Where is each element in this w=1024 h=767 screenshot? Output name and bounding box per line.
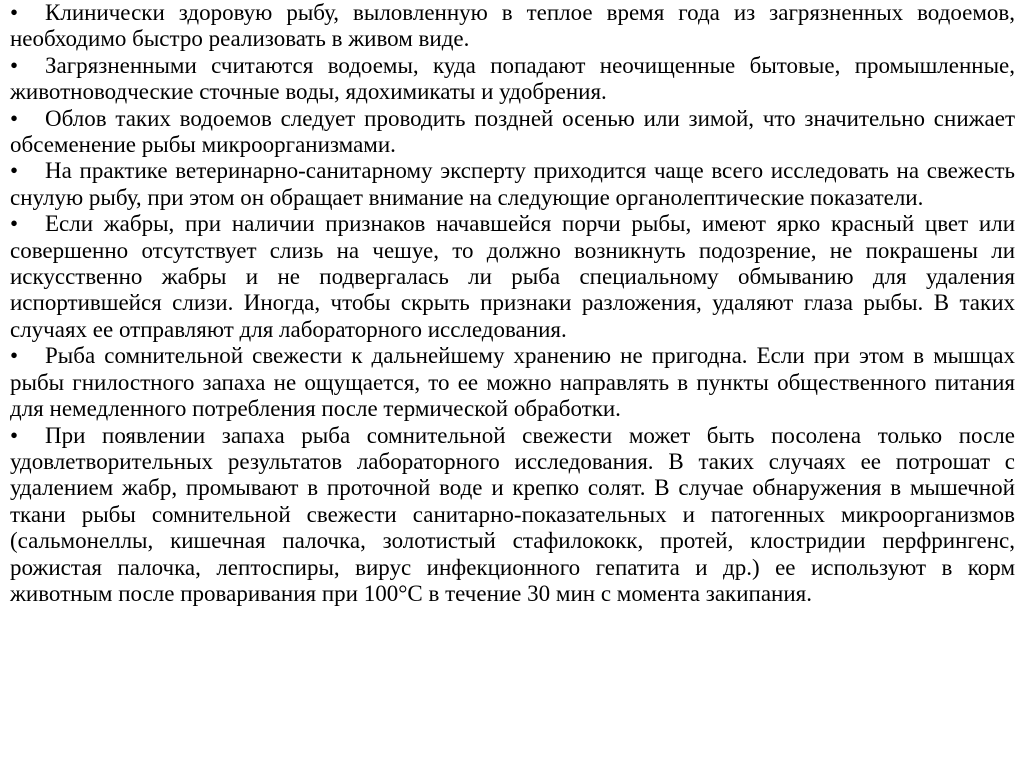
bullet-icon: •: [10, 52, 19, 78]
bullet-text: Рыба сомнительной свежести к дальнейшему хранению не пригодна. Если при этом в мышцах рыбы гнилостного запаха не ощущается, то ее можно направлять в пункты общественного питания для немедленного потребления после термической обработки.: [10, 343, 1015, 422]
bullet-icon: •: [10, 343, 19, 369]
bullet-item-4: [10, 158, 1015, 211]
bullet-text: Загрязненными считаются водоемы, куда попадают неочищенные бытовые, промышленные, животноводческие сточные воды, ядохимикаты и удобрения.: [10, 52, 1015, 105]
bullet-icon: •: [10, 0, 19, 25]
bullet-item-5: [10, 211, 1015, 343]
bullet-item-1: [10, 0, 1015, 53]
bullet-icon: •: [10, 211, 19, 237]
bullet-icon: •: [10, 158, 19, 184]
bullet-item-2: [10, 53, 1015, 106]
bullet-text: При появлении запаха рыба сомнительной свежести может быть посолена только после удовлетворительных результатов лабораторного исследования. В таких случаях ее потрошат с удалением жабр, промывают в проточной воде и крепко солят. В случае обнаружения в мышечной ткани рыбы сомнительной свежести санитарно-показательных и патогенных микроорганизмов (сальмонеллы, кишечная палочка, золотистый стафилококк, протей, клостридии перфрингенс, рожистая палочка, лептоспиры, вирус инфекционного гепатита и др.) ее используют в корм животным после проваривания при 100°C в течение 30 мин с момента закипания.: [10, 422, 1015, 606]
bullet-text: Облов таких водоемов следует проводить поздней осенью или зимой, что значительно снижает обсеменение рыбы микроорганизмами.: [10, 105, 1015, 158]
bullet-icon: •: [10, 422, 19, 448]
bullet-text: Если жабры, при наличии признаков начавшейся порчи рыбы, имеют ярко красный цвет или совершенно отсутствует слизь на чешуе, то должно возникнуть подозрение, не покрашены ли искусственно жабры и не подвергалась ли рыба специальному обмыванию для удаления испортившейся слизи. Иногда, чтобы скрыть признаки разложения, удаляют глаза рыбы. В таких случаях ее отправляют для лабораторного исследования.: [10, 211, 1015, 342]
bullet-item-6: [10, 343, 1015, 422]
bullet-text: На практике ветеринарно-санитарному эксперту приходится чаще всего исследовать на свежесть снулую рыбу, при этом он обращает внимание на следующие органолептические показатели.: [10, 158, 1015, 210]
bullet-item-3: [10, 106, 1015, 159]
bullet-icon: •: [10, 105, 19, 131]
bullet-text: Клинически здоровую рыбу, выловленную в теплое время года из загрязненных водоемов, необходимо быстро реализовать в живом виде.: [10, 0, 1015, 52]
bullet-item-7: [10, 423, 1015, 608]
